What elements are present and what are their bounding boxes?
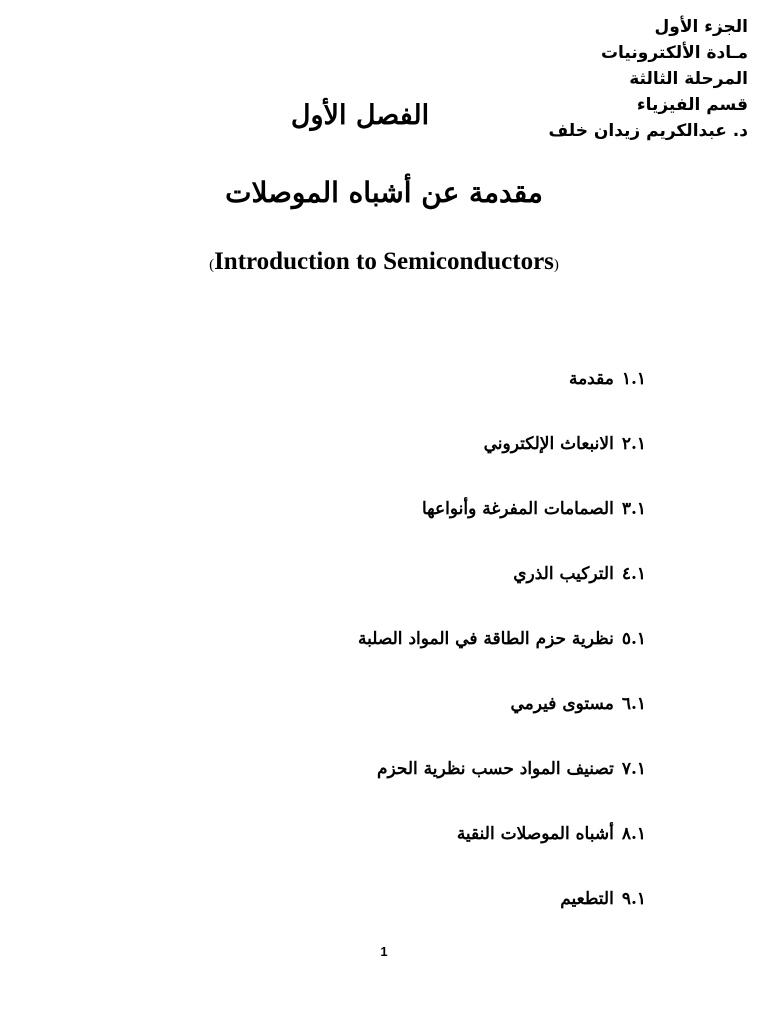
toc-item-label: نظرية حزم الطاقة في المواد الصلبة (358, 629, 614, 649)
toc-item-label: تصنيف المواد حسب نظرية الحزم (376, 759, 614, 779)
toc-item (358, 431, 646, 496)
toc-item (358, 561, 646, 626)
toc-item-number: ٤.١ (621, 564, 646, 584)
toc-item-label: التركيب الذري (513, 564, 614, 584)
toc-item-number: ٣.١ (621, 499, 646, 519)
chapter-title: الفصل الأول (290, 100, 430, 131)
english-title-text: Introduction to Semiconductors (214, 248, 554, 275)
table-of-contents (358, 366, 646, 951)
english-title (60, 248, 708, 276)
part-label: الجزء الأول (654, 17, 748, 37)
toc-item-label: مقدمة (568, 369, 614, 389)
english-title-open-paren: ( (209, 257, 215, 273)
document-header (549, 14, 748, 144)
toc-item (358, 366, 646, 431)
toc-item-number: ٨.١ (621, 824, 646, 844)
toc-item (358, 886, 646, 951)
toc-item-label: مستوى فيرمي (510, 694, 614, 714)
toc-item (358, 756, 646, 821)
toc-item (358, 496, 646, 561)
toc-item (358, 626, 646, 691)
department-label: قسم الفيزياء (636, 95, 748, 115)
toc-item-label: الانبعاث الإلكتروني (483, 434, 614, 454)
toc-item-label: الصمامات المفرغة وأنواعها (421, 499, 614, 519)
toc-item-number: ٢.١ (621, 434, 646, 454)
toc-item-label: أشباه الموصلات النقية (456, 824, 614, 844)
page-number: 1 (380, 944, 388, 959)
stage-label: المرحلة الثالثة (629, 69, 748, 89)
toc-item-number: ٦.١ (621, 694, 646, 714)
toc-item (358, 691, 646, 756)
english-title-close-paren: ) (553, 257, 559, 273)
chapter-subtitle: مقدمة عن أشباه الموصلات (225, 176, 543, 209)
toc-item-number: ٥.١ (621, 629, 646, 649)
toc-item-number: ٩.١ (621, 889, 646, 909)
subject-label: مـادة الألكترونيات (600, 43, 748, 63)
author-label: د. عبدالكريم زيدان خلف (548, 121, 748, 141)
toc-item-number: ١.١ (621, 369, 646, 389)
toc-item-number: ٧.١ (621, 759, 646, 779)
toc-item-label: التطعيم (560, 889, 614, 909)
toc-item (358, 821, 646, 886)
